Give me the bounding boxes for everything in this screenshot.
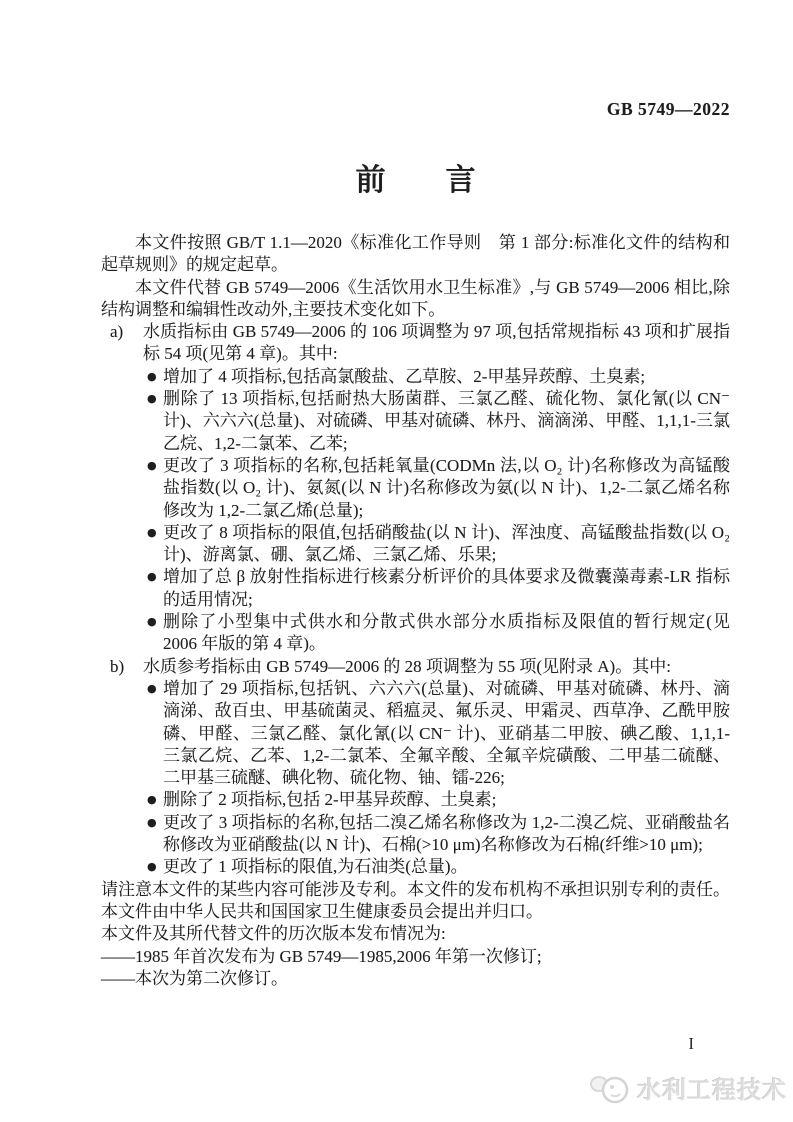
- bullet-text: 删除了小型集中式供水和分散式供水部分水质指标及限值的暂行规定(见 2006 年版的第 4 章)。: [163, 612, 730, 654]
- bullet-text: 更改了 1 项指标的限值,为石油类(总量)。: [163, 857, 468, 877]
- page-number: I: [688, 1034, 694, 1053]
- list-text-b: 水质参考指标由 GB 5749—2006 的 28 项调整为 55 项(见附录 A)。其中:: [143, 656, 671, 676]
- bullet-text: 更改了 3 项指标的名称,包括二溴乙烯名称修改为 1,2-二溴乙烷、亚硝酸盐名称修改为亚硝酸盐(以 N 计)、石棉(>10 μm)名称修改为石棉(纤维>10 μm);: [163, 812, 730, 855]
- bullet-item-b1: [101, 678, 730, 789]
- paragraph-history-current: ——本次为第二次修订。: [101, 968, 288, 988]
- bullet-icon: ●: [147, 681, 157, 695]
- bullet-text: 删除了 13 项指标,包括耐热大肠菌群、三氯乙醛、硫化物、氯化氰(以 CN⁻ 计)、六六六(总量)、对硫磷、甲基对硫磷、林丹、滴滴涕、甲醛、1,1,1-三氯乙烷、1,2-二氯苯、乙苯;: [163, 389, 730, 453]
- bullet-text: 更改了 3 项指标的名称,包括耗氧量(CODMn 法,以 O₂ 计)名称修改为高锰酸盐指数(以 O₂ 计)、氨氮(以 N 计)名称修改为氨(以 N 计)、1,2-二氯乙烯名称修改为 1,2-二氯乙烯(总量);: [163, 455, 730, 520]
- bullet-item-a6: [101, 611, 730, 656]
- bullet-icon: ●: [147, 615, 157, 629]
- paragraph-replaces: 本文件代替 GB 5749—2006《生活饮用水卫生标准》,与 GB 5749—2006 相比,除结构调整和编辑性改动外,主要技术变化如下。: [101, 277, 730, 319]
- bullet-item-a2: [101, 388, 730, 455]
- bullet-icon: ●: [147, 793, 157, 807]
- paragraph-drafting-rule: 本文件按照 GB/T 1.1—2020《标准化工作导则 第 1 部分:标准化文件的结构和起草规则》的规定起草。: [101, 233, 730, 275]
- watermark: [589, 1070, 787, 1105]
- bullet-item-b3: [101, 812, 730, 857]
- bullet-item-b2: [101, 789, 730, 811]
- bullet-item-b4: [101, 856, 730, 878]
- bullet-icon: ●: [147, 815, 157, 829]
- bullet-icon: ●: [147, 458, 157, 472]
- bullet-icon: ●: [147, 369, 157, 383]
- bullet-text: 增加了总 β 放射性指标进行核素分析评价的具体要求及微囊藻毒素-LR 指标的适用情况;: [163, 567, 730, 609]
- bullet-item-a3: [101, 455, 730, 522]
- page-content: [101, 100, 730, 990]
- bullet-text: 删除了 2 项指标,包括 2-甲基异莰醇、土臭素;: [163, 790, 497, 810]
- list-item-b: [101, 656, 730, 678]
- watermark-logo-icon: [589, 1071, 631, 1105]
- bullet-text: 增加了 4 项指标,包括高氯酸盐、乙草胺、2-甲基异莰醇、土臭素;: [163, 366, 646, 386]
- bullet-item-a4: [101, 522, 730, 567]
- paragraph-history-1985: ——1985 年首次发布为 GB 5749—1985,2006 年第一次修订;: [101, 946, 542, 966]
- bullet-item-a5: [101, 566, 730, 611]
- bullet-text: 增加了 29 项指标,包括钒、六六六(总量)、对硫磷、甲基对硫磷、林丹、滴滴涕、敌百虫、甲基硫菌灵、稻瘟灵、氟乐灵、甲霜灵、西草净、乙酰甲胺磷、甲醛、三氯乙醛、氯化氰(以 CN⁻ 计)、亚硝基二甲胺、碘乙酸、1,1,1-三氯乙烷、乙苯、1,2-二氯苯、全氟辛酸、全氟辛烷磺酸、二甲基二硫醚、二甲基三硫醚、碘化物、硫化物、铀、镭-226;: [163, 678, 730, 788]
- bullet-text: 更改了 8 项指标的限值,包括硝酸盐(以 N 计)、浑浊度、高锰酸盐指数(以 O₂ 计)、游离氯、硼、氯乙烯、三氯乙烯、乐果;: [163, 522, 730, 565]
- paragraph-history-intro: 本文件及其所代替文件的历次版本发布情况为:: [101, 924, 446, 944]
- list-text-a: 水质指标由 GB 5749—2006 的 106 项调整为 97 项,包括常规指标 43 项和扩展指标 54 项(见第 4 章)。其中:: [143, 322, 730, 364]
- list-marker-b: b): [110, 656, 125, 676]
- page-title: 前 言: [355, 164, 476, 197]
- bullet-icon: ●: [147, 860, 157, 874]
- doc-number: GB 5749—2022: [606, 99, 730, 119]
- bullet-icon: ●: [147, 525, 157, 539]
- bullet-item-a1: [101, 366, 730, 388]
- document-body: [101, 232, 730, 990]
- bullet-icon: ●: [147, 392, 157, 406]
- paragraph-patent-notice: 请注意本文件的某些内容可能涉及专利。本文件的发布机构不承担识别专利的责任。: [101, 879, 730, 899]
- bullet-icon: ●: [147, 570, 157, 584]
- list-marker-a: a): [110, 322, 124, 342]
- list-item-a: [101, 321, 730, 366]
- watermark-text: 水利工程技术: [637, 1077, 787, 1104]
- paragraph-issuing-body: 本文件由中华人民共和国国家卫生健康委员会提出并归口。: [101, 901, 543, 921]
